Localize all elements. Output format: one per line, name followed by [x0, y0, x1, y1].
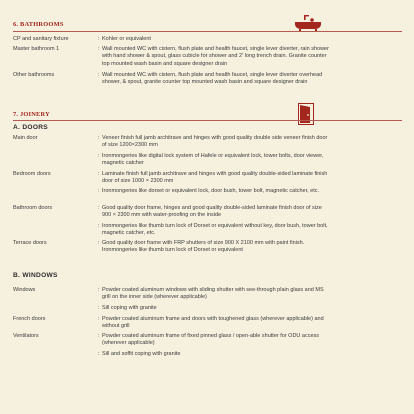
spec-label: Ventilators: [13, 333, 39, 339]
door-icon: [298, 103, 314, 125]
spec-label: CP and sanitary fixture: [13, 36, 69, 42]
subsection-title-windows: B. WINDOWS: [13, 272, 58, 279]
section-title-joinery: 7. JOINERY: [13, 111, 50, 118]
section-title-bathrooms: 6. BATHROOMS: [13, 21, 64, 28]
subsection-title-doors: A. DOORS: [13, 124, 49, 131]
spec-label: Other bathrooms: [13, 72, 55, 78]
spec-label: French doors: [13, 316, 46, 322]
spec-value: : Kohler or equivalent: [102, 36, 329, 43]
spec-value: : Powder coated aluminum frame of fixed pinned glass / open-able shutter for ODU access (wherever applicable): [102, 333, 329, 348]
spec-value: : Ironmongeries like thumb turn lock of Dorset or equivalent without key, door bush, tower bolt, magnetic catcher, etc.: [102, 223, 329, 238]
spec-value: : Sill coping with granite: [102, 305, 329, 312]
bathrooms-divider: [13, 31, 402, 32]
spec-label: Main door: [13, 135, 38, 141]
spec-label: Bedroom doors: [13, 171, 51, 177]
spec-value: : Veneer finish full jamb architrave and hinges with good quality double side veneer finish door of size 1200×2300 mm: [102, 135, 329, 150]
spec-label: Terrace doors: [13, 240, 47, 246]
spec-value: : Powder coated aluminum frame and doors with toughened glass (wherever applicable) and without grill: [102, 316, 329, 331]
spec-label: Windows: [13, 287, 36, 293]
bathtub-icon: [293, 14, 323, 32]
spec-value: : Good quality door frame, hinges and good quality double-sided laminate finish door of size 900 × 2300 mm with water-proofing on the inside: [102, 205, 329, 220]
spec-value: : Ironmongeries like dorset or equivalent lock, door bush, tower bolt, magnetic catcher, etc.: [102, 188, 329, 195]
spec-value: : Laminate finish full jamb architrave and hinges with good quality double-sided laminate finish door of size 1000 × 2300 mm: [102, 171, 329, 186]
spec-value: : Ironmongeries like digital lock system of Hafele or equivalent lock, tower bolts, door viewer, magnetic catcher: [102, 153, 329, 168]
spec-value: : Wall mounted WC with cistern, flush plate and health faucet, single lever diverter, rain shower with hand shower & spout, glass cubicle for shower and 2' long trench drain. Granite counter top mounted wash basin and square designer drain: [102, 46, 329, 68]
spec-value: : Powder coated aluminum windows with sliding shutter with see-through plain glass and MS grill on the inner side (wherever applicable): [102, 287, 329, 302]
spec-label: Master bathroom 1: [13, 46, 60, 52]
spec-label: Bathroom doors: [13, 205, 53, 211]
joinery-divider: [13, 120, 402, 121]
spec-value: : Good quality door frame with FRP shutters of size 900 X 2100 mm with paint finish. Ironmongeries like thumb turn lock of Dorset or equivalent: [102, 240, 329, 255]
spec-value: : Sill and soffit coping with granite: [102, 351, 329, 358]
spec-value: : Wall mounted WC with cistern, flush plate and health faucet, single lever diverter overhead shower, & spout, granite counter top mounted wash basin and square designer drain: [102, 72, 329, 87]
